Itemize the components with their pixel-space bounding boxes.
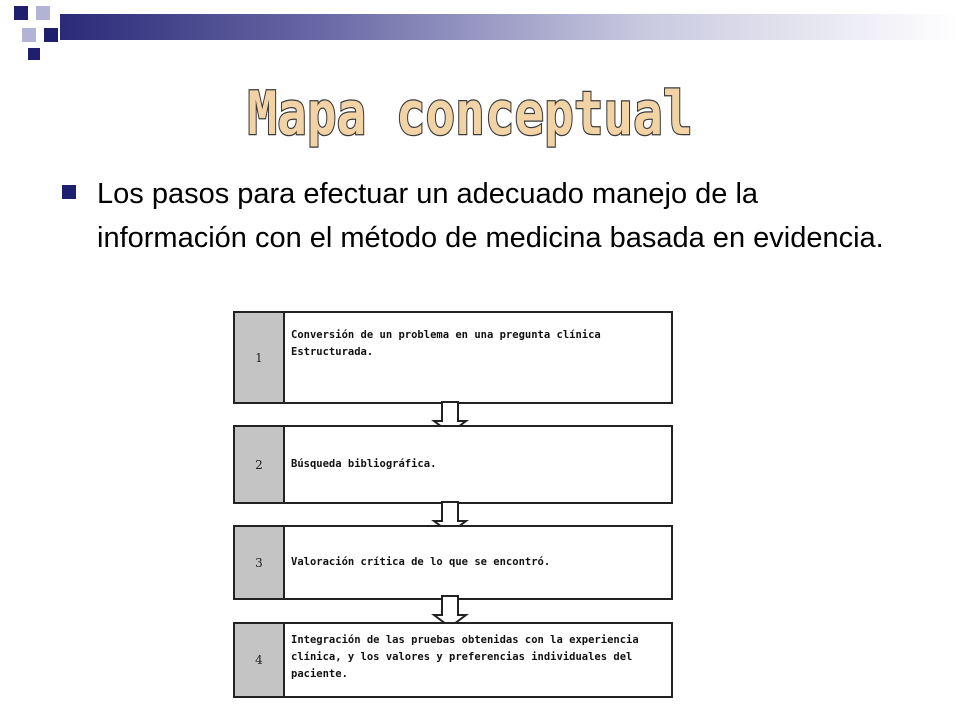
- step-3-box: [233, 525, 673, 600]
- bullet-marker: [62, 185, 76, 199]
- header-gradient-bar: [60, 14, 960, 40]
- step-1-box: [233, 311, 673, 404]
- step-1-text: Conversión de un problema en una pregunta clínica Estructurada.: [291, 329, 601, 358]
- slide-title: [240, 76, 700, 156]
- step-4-number: 4: [235, 624, 285, 696]
- step-4-box: [233, 622, 673, 698]
- step-2-text: Búsqueda bibliográfica.: [291, 458, 437, 470]
- step-4-text: Integración de las pruebas obtenidas con la experiencia clínica, y los valores y preferencias individuales del paciente.: [291, 634, 639, 680]
- step-3-text: Valoración crítica de lo que se encontró.: [291, 556, 551, 568]
- corner-square-4: [22, 28, 36, 42]
- bullet-text: Los pasos para efectuar un adecuado manejo de la información con el método de medicina basada en evidencia.: [97, 178, 884, 254]
- slide-title-text: Mapa conceptual: [247, 79, 693, 149]
- step-2-number: 2: [235, 427, 285, 502]
- step-3-number: 3: [235, 527, 285, 598]
- step-1-number: 1: [235, 313, 285, 402]
- corner-square-2: [36, 6, 50, 20]
- step-2-box: [233, 425, 673, 504]
- corner-square-3: [44, 28, 58, 42]
- corner-square-5: [28, 48, 40, 60]
- corner-square-1: [14, 6, 28, 20]
